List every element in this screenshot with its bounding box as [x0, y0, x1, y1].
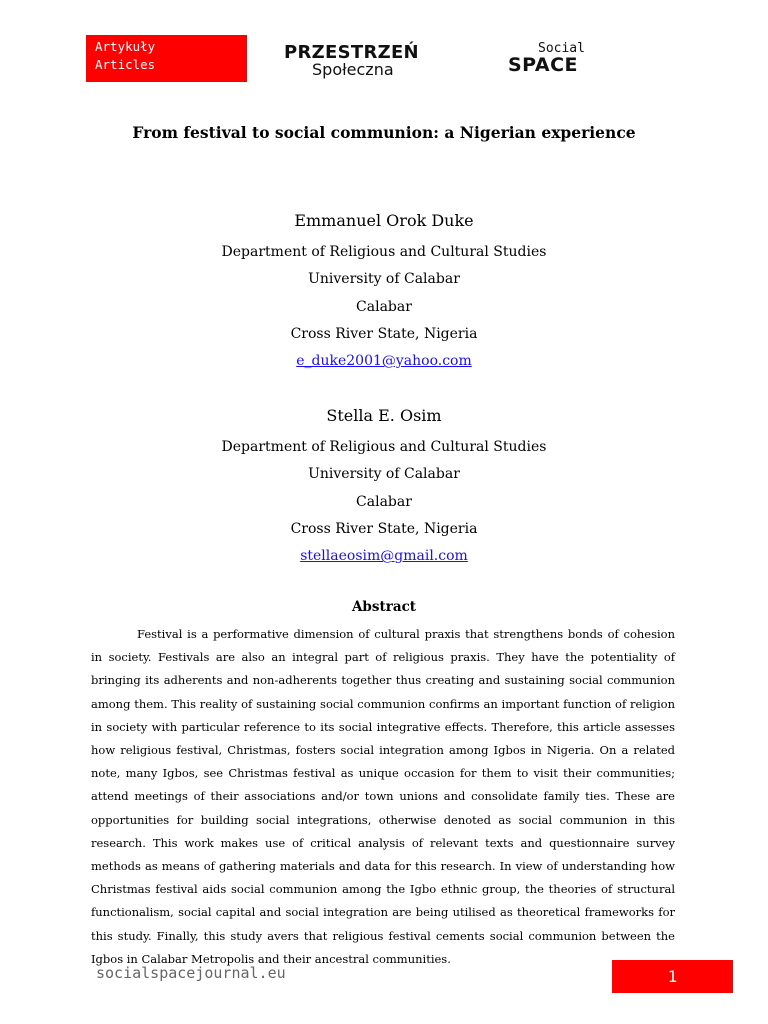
author-block-1 [0, 210, 768, 375]
author-name: Emmanuel Orok Duke [294, 211, 474, 230]
journal-logo-przestrzen [284, 44, 454, 78]
logo-primary-line1: PRZESTRZEŃ [284, 42, 419, 63]
section-label-en: Articles [95, 57, 156, 72]
author-name: Stella E. Osim [326, 406, 442, 425]
logo-secondary-line1: Social [538, 41, 585, 56]
footer-journal-url[interactable]: socialspacejournal.eu [96, 964, 286, 982]
author-department: Department of Religious and Cultural Studies [221, 244, 547, 260]
author-region: Cross River State, Nigeria [290, 520, 478, 537]
journal-logo-social-space [508, 42, 608, 75]
abstract-text: Festival is a performative dimension of cultural praxis that strengthens bonds of cohesion in society. Festivals are also an integral part of religious praxis. They have the potentiality of bringing its adherents and non-adherents together thus creating and sustaining social communion among them. This reality of sustaining social communion confirms an important function of religion in society with particular reference to its social integrative effects. Therefore, this article assesses how religious festival, Christmas, fosters social integration among Igbos in Nigeria. On a related note, many Igbos, see Christmas festival as unique occasion for them to visit their communities; attend meetings of their associations and/or town unions and consolidate family ties. These are opportunities for building social integrations, otherwise denoted as social communion in this research. This work makes use of critical analysis of relevant texts and questionnaire survey methods as means of gathering materials and data for this research. In view of understanding how Christmas festival aids social communion among the Igbo ethnic group, the theories of structural functionalism, social capital and social integration are being utilised as theoretical frameworks for this study. Finally, this study avers that religious festival cements social communion between the Igbos in Calabar Metropolis and their ancestral communities. [91, 627, 675, 966]
author-city: Calabar [356, 493, 412, 510]
author-department: Department of Religious and Cultural Studies [221, 439, 547, 455]
page-number-badge: 1 [612, 960, 733, 993]
author-region: Cross River State, Nigeria [290, 325, 478, 342]
author-email-link[interactable]: e_duke2001@yahoo.com [296, 353, 472, 370]
author-city: Calabar [356, 298, 412, 315]
abstract-heading: Abstract [351, 599, 417, 615]
logo-primary-line2: Społeczna [312, 60, 394, 79]
author-block-2 [0, 405, 768, 570]
author-university: University of Calabar [308, 466, 460, 483]
section-tag [86, 35, 247, 82]
logo-secondary-line2: SPACE [508, 54, 578, 76]
article-title: From festival to social communion: a Nigerian experience [132, 123, 636, 142]
author-email-link[interactable]: stellaeosim@gmail.com [300, 548, 468, 565]
author-university: University of Calabar [308, 271, 460, 288]
section-label-pl: Artykuły [95, 39, 156, 54]
